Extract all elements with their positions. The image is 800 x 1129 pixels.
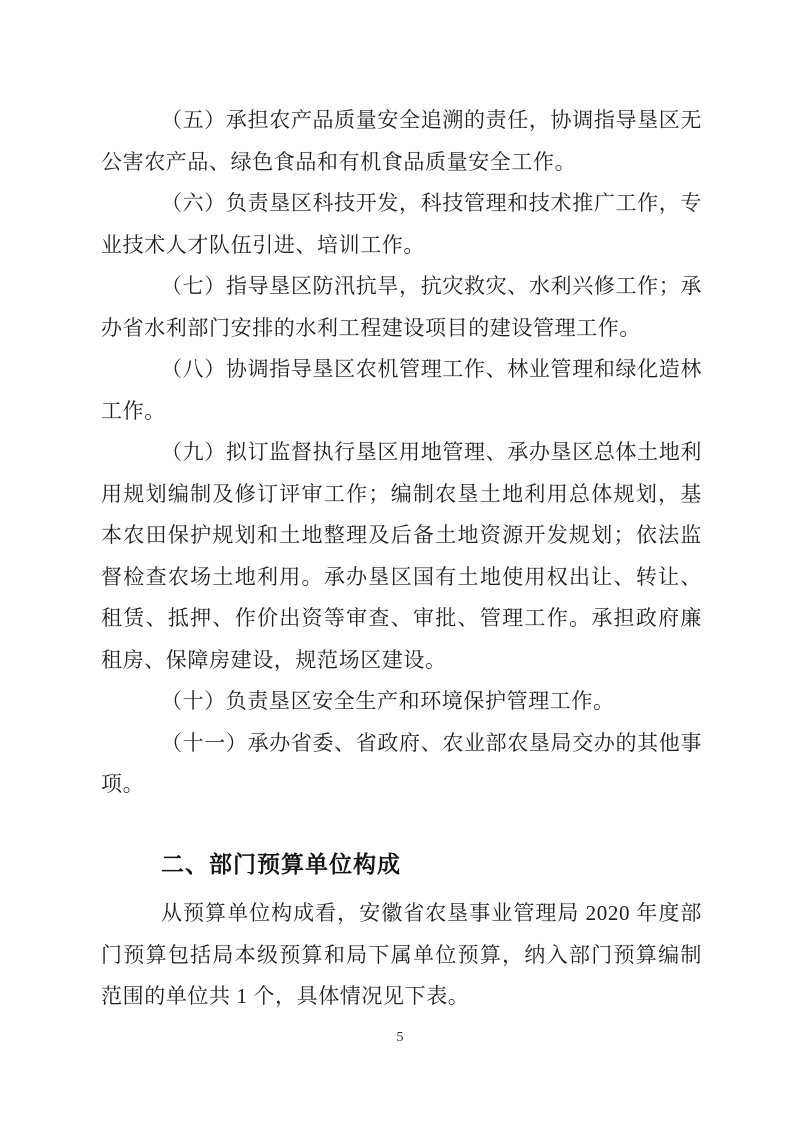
duty-paragraph-5: （五）承担农产品质量安全追溯的责任，协调指导垦区无公害农产品、绿色食品和有机食品质量安全工作。 <box>101 108 702 174</box>
budget-unit-intro-paragraph: 从预算单位构成看，安徽省农垦事业管理局 2020 年度部门预算包括局本级预算和局下属单位预算，纳入部门预算编制范围的单位共 1 个，具体情况见下表。 <box>101 901 702 1008</box>
section-heading: 二、部门预算单位构成 <box>161 850 401 877</box>
duty-paragraph-9: （九）拟订监督执行垦区用地管理、承办垦区总体土地利用规划编制及修订评审工作；编制农垦土地利用总体规划，基本农田保护规划和土地整理及后备土地资源开发规划；依法监督检查农场土地利用。承办垦区国有土地使用权出让、转让、租赁、抵押、作价出资等审查、审批、管理工作。承担政府廉租房、保障房建设，规范场区建设。 <box>101 440 702 672</box>
duty-paragraph-6: （六）负责垦区科技开发，科技管理和技术推广工作，专业技术人才队伍引进、培训工作。 <box>101 191 702 257</box>
duty-paragraph-11: （十一）承办省委、省政府、农业部农垦局交办的其他事项。 <box>101 730 702 796</box>
duty-paragraph-8: （八）协调指导垦区农机管理工作、林业管理和绿化造林工作。 <box>101 357 702 423</box>
document-content <box>101 100 702 1018</box>
duty-paragraph-7: （七）指导垦区防汛抗旱，抗灾救灾、水利兴修工作；承办省水利部门安排的水利工程建设项目的建设管理工作。 <box>101 274 702 340</box>
page-number: 5 <box>396 1030 404 1045</box>
duty-paragraph-10: （十）负责垦区安全生产和环境保护管理工作。 <box>161 689 615 713</box>
